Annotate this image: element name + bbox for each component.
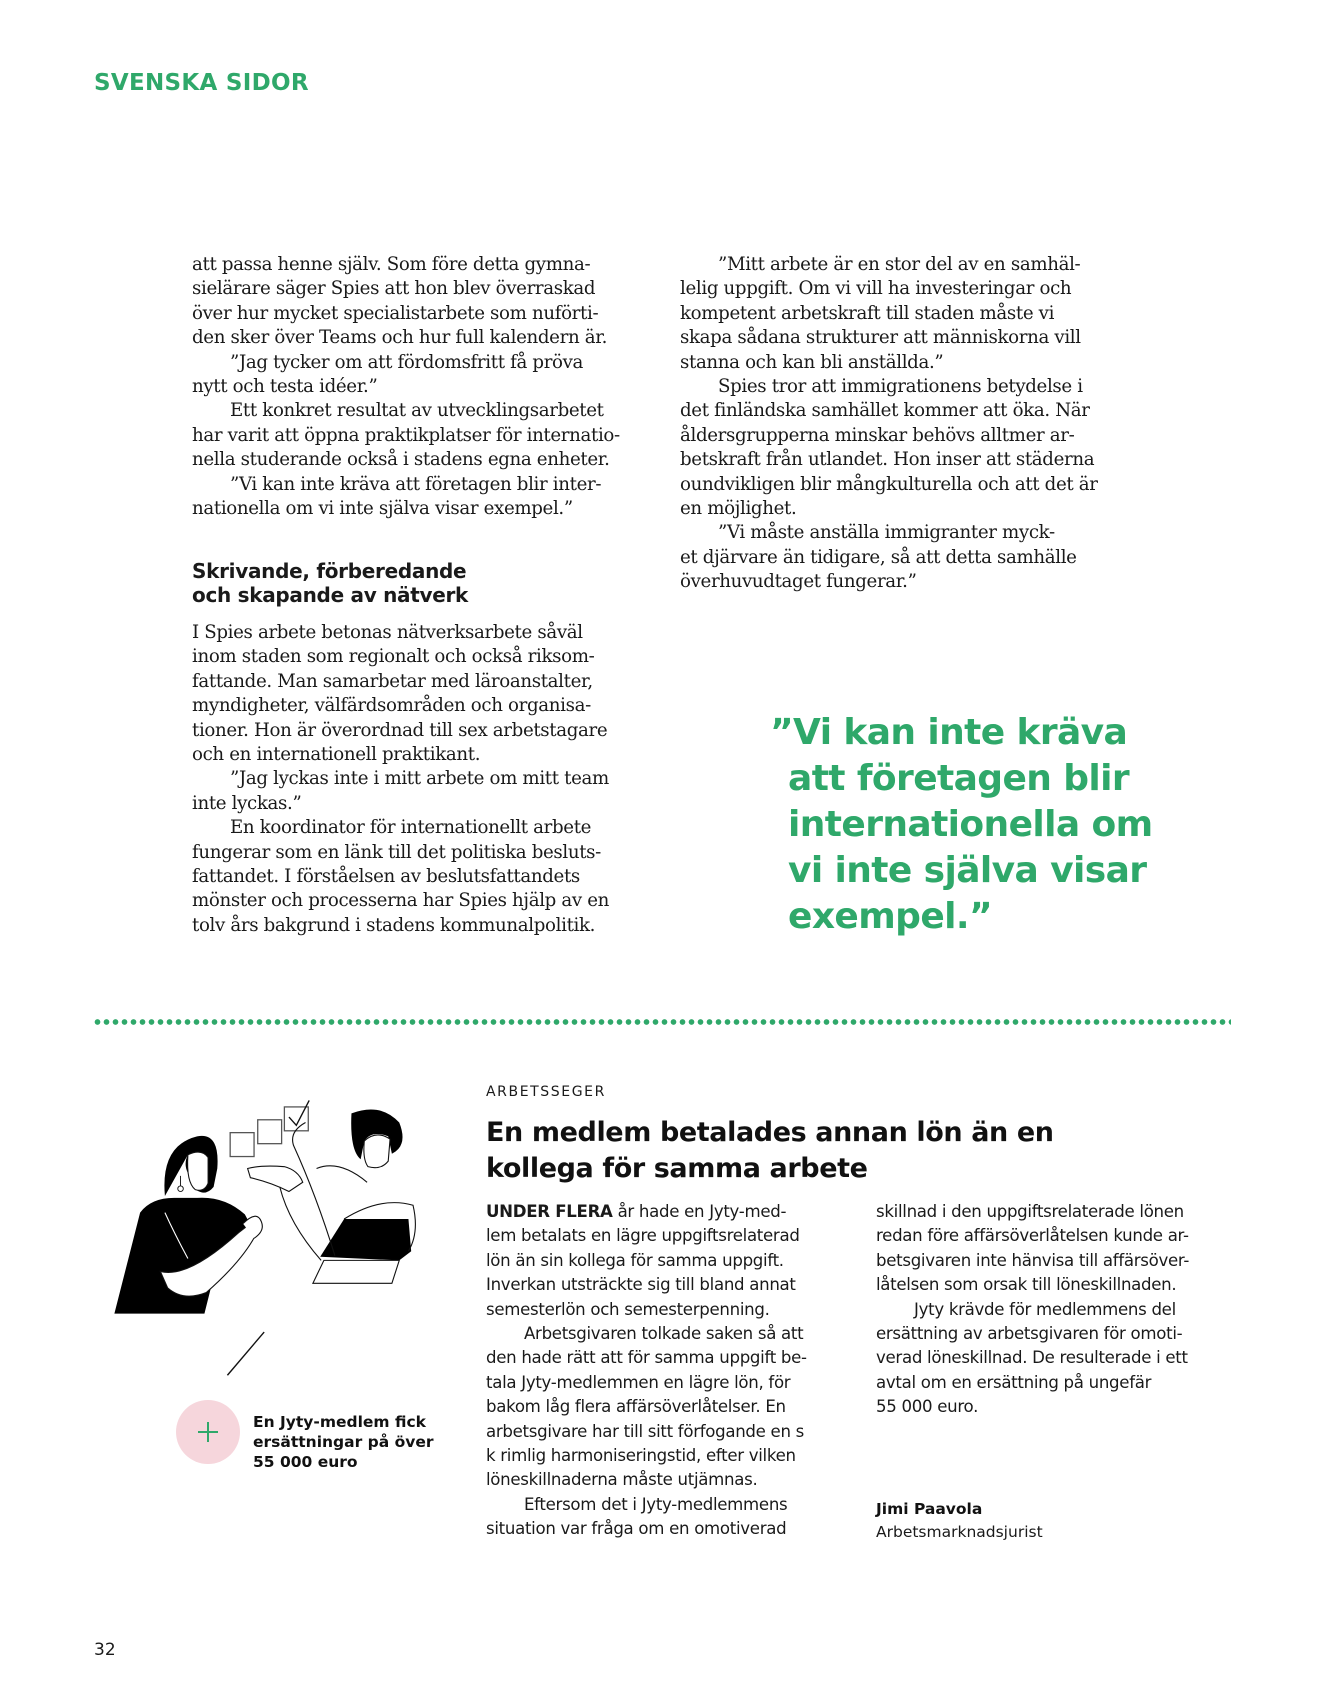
pull-quote-line: exempel.”: [788, 896, 993, 937]
text-line: oundvikligen blir mångkulturella och att det är: [680, 473, 1098, 495]
text-line: ”Jag lyckas inte i mitt arbete om mitt team: [230, 768, 609, 790]
plus-icon: [176, 1400, 240, 1464]
text-line: skillnad i den uppgiftsrelaterade lönen: [876, 1202, 1184, 1221]
checkbox-icon: [258, 1120, 282, 1144]
text-line: nytt och testa idéer.”: [192, 375, 378, 397]
text-line: nella studerande också i stadens egna enheter.: [192, 449, 610, 471]
text-line: skapa sådana strukturer att människorna vill: [680, 327, 1081, 349]
text-line: Ett konkret resultat av utvecklingsarbetet: [230, 400, 604, 422]
text-line: redan före affärsöverlåtelsen kunde ar-: [876, 1226, 1189, 1246]
left-column-top: [192, 253, 620, 521]
text-line: betskraft från utlandet. Hon inser att städerna: [680, 449, 1095, 471]
text-line: låtelsen som orsak till löneskillnaden.: [876, 1275, 1177, 1295]
caption-line: En Jyty-medlem fick: [253, 1413, 426, 1431]
text-line: tioner. Hon är överordnad till sex arbetstagare: [192, 719, 608, 741]
text-line: mönster och processerna har Spies hjälp av en: [192, 890, 610, 912]
text-line: sielärare säger Spies att hon blev överraskad: [192, 278, 596, 300]
text-line: en möjlighet.: [680, 497, 797, 519]
illustration-caption: [253, 1412, 434, 1472]
byline-role: Arbetsmarknadsjurist: [876, 1523, 1043, 1541]
text-line: ”Mitt arbete är en stor del av en samhäl-: [718, 254, 1081, 275]
caption-line: ersättningar på över: [253, 1433, 434, 1451]
text-line: Spies tror att immigrationens betydelse i: [718, 375, 1083, 397]
subheading: [192, 559, 468, 607]
headline-line: En medlem betalades annan lön än en: [486, 1117, 1054, 1148]
text-line: har varit att öppna praktikplatser för internatio-: [192, 424, 620, 446]
page-number: 32: [94, 1640, 116, 1660]
text-line: k rimlig harmoniseringstid, efter vilken: [486, 1445, 796, 1465]
text-line: verad löneskillnad. De resulterade i ett: [876, 1348, 1188, 1368]
headline-line: kollega för samma arbete: [486, 1153, 868, 1184]
text-line: inom staden som regionalt och också riksom-: [192, 646, 595, 668]
text-line: åldersgrupperna minskar behövs alltmer ar-: [680, 424, 1075, 446]
text-line: ersättning av arbetsgivaren för omoti-: [876, 1323, 1183, 1343]
lead-in: UNDER FLERA: [486, 1202, 613, 1221]
text-line: avtal om en ersättning på ungefär: [876, 1372, 1152, 1392]
text-line: fattandet. I förståelsen av beslutsfattandets: [192, 865, 580, 887]
text-line: överhuvudtaget fungerar.”: [680, 571, 917, 593]
text-line: och en internationell praktikant.: [192, 743, 481, 765]
text-line: lem betalats en lägre uppgiftsrelaterad: [486, 1226, 800, 1246]
left-column-bottom: [192, 621, 609, 938]
section-label: SVENSKA SIDOR: [94, 70, 309, 96]
text-line: et djärvare än tidigare, så att detta samhälle: [680, 546, 1077, 568]
text-line: år hade en Jyty-med-: [612, 1202, 787, 1221]
text-line: arbetsgivare har till sitt förfogande en s: [486, 1421, 804, 1441]
caption-line: 55 000 euro: [253, 1453, 358, 1471]
dotted-divider: [93, 1018, 1231, 1026]
text-line: Inverkan utsträckte sig till bland annat: [486, 1275, 796, 1295]
text-line: tala Jyty-medlemmen en lägre lön, för: [486, 1372, 791, 1392]
text-line: den hade rätt att för samma uppgift be-: [486, 1348, 807, 1368]
text-line: tolv års bakgrund i stadens kommunalpolitik.: [192, 914, 596, 936]
byline-name: Jimi Paavola: [876, 1500, 983, 1518]
pull-quote-line: internationella om: [788, 804, 1153, 845]
checkbox-icon: [230, 1133, 254, 1157]
two-people-checklist-illustration: [96, 1082, 436, 1402]
pull-quote-line: vi inte själva visar: [788, 850, 1147, 891]
box-column-2: [876, 1200, 1189, 1420]
text-line: betsgivaren inte hänvisa till affärsöver-: [876, 1250, 1190, 1270]
pull-quote-line: ”Vi kan inte kräva: [770, 712, 1128, 753]
text-line: Jyty krävde för medlemmens del: [914, 1299, 1176, 1319]
kicker: ARBETSSEGER: [486, 1084, 606, 1100]
text-line: ”Vi måste anställa immigranter myck-: [718, 522, 1055, 544]
text-line: semesterlön och semesterpenning.: [486, 1299, 770, 1319]
text-line: kompetent arbetskraft till staden måste vi: [680, 302, 1055, 324]
pull-quote: [770, 710, 1153, 940]
text-line: lön än sin kollega för samma uppgift.: [486, 1250, 784, 1270]
text-line: lelig uppgift. Om vi vill ha investeringar och: [680, 278, 1072, 300]
text-line: över hur mycket specialistarbete som nuförti-: [192, 302, 599, 324]
text-line: ”Jag tycker om att fördomsfritt få pröva: [230, 351, 584, 373]
pull-quote-line: att företagen blir: [788, 758, 1130, 799]
text-line: bakom låg flera affärsöverlåtelser. En: [486, 1397, 786, 1417]
text-line: En koordinator för internationellt arbete: [230, 817, 592, 839]
text-line: det finländska samhället kommer att öka. När: [680, 400, 1090, 422]
text-line: 55 000 euro.: [876, 1397, 979, 1417]
text-line: fattande. Man samarbetar med läroanstalter,: [192, 670, 593, 692]
text-line: situation var fråga om en omotiverad: [486, 1519, 787, 1539]
text-line: Eftersom det i Jyty-medlemmens: [524, 1494, 788, 1514]
text-line: stanna och kan bli anställda.”: [680, 351, 944, 373]
text-line: inte lyckas.”: [192, 792, 302, 814]
text-line: ”Vi kan inte kräva att företagen blir inter-: [230, 473, 602, 495]
text-line: den sker över Teams och hur full kalendern är.: [192, 327, 608, 349]
text-line: fungerar som en länk till det politiska besluts-: [192, 841, 601, 863]
box-column-1: [486, 1200, 807, 1541]
right-column: [680, 253, 1098, 594]
text-line: att passa henne själv. Som före detta gymna-: [192, 254, 591, 275]
subheading-line: och skapande av nätverk: [192, 583, 469, 607]
text-line: myndigheter, välfärdsområden och organisa-: [192, 695, 591, 717]
text-line: I Spies arbete betonas nätverksarbete såväl: [192, 622, 583, 643]
text-line: löneskillnaderna måste utjämnas.: [486, 1470, 758, 1490]
text-line: nationella om vi inte själva visar exempel.”: [192, 497, 573, 519]
box-headline: [486, 1115, 1054, 1187]
subheading-line: Skrivande, förberedande: [192, 559, 467, 583]
text-line: Arbetsgivaren tolkade saken så att: [524, 1323, 804, 1343]
